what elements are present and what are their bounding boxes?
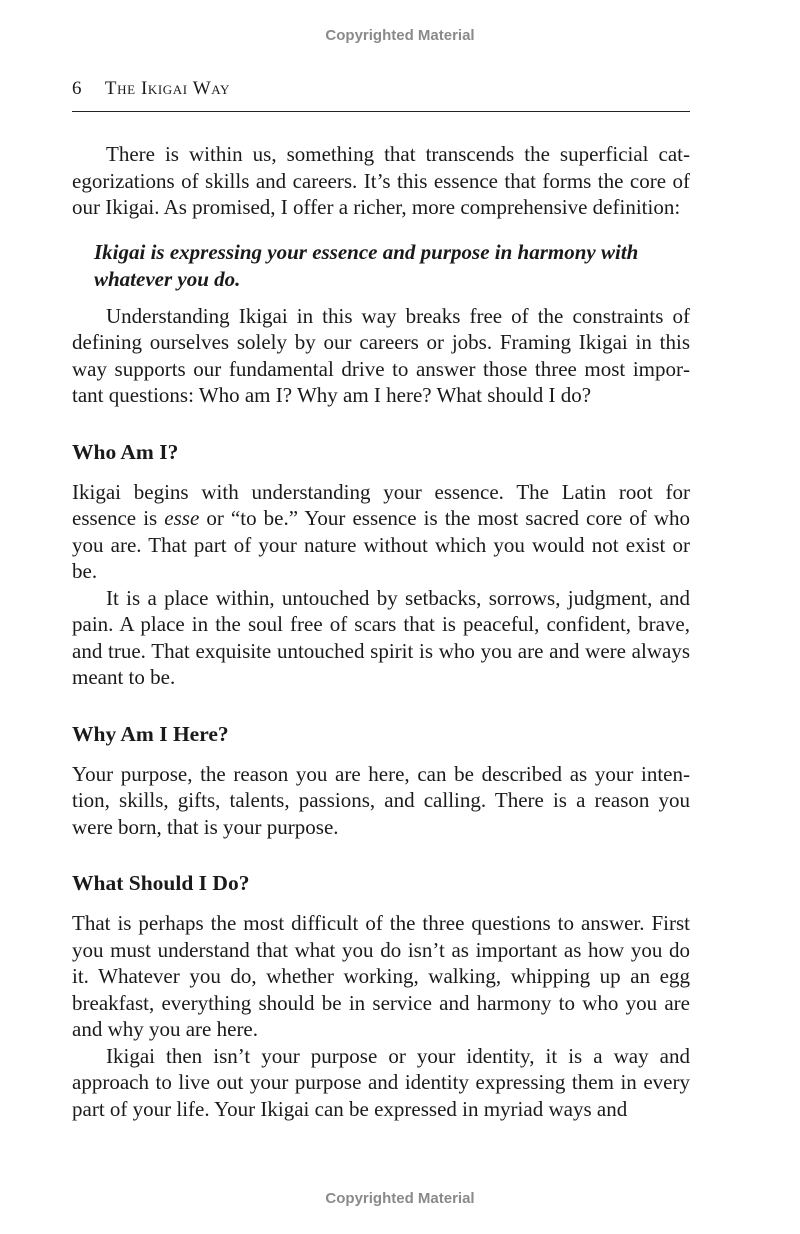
latin-term: esse xyxy=(164,506,200,530)
what-paragraph-1: That is perhaps the most difficult of the three questions to answer. First you must understand that what you do isn’t as important as how you do it. Whatever you do, whether working, walking, whipping up an egg breakfast, everything should be in service and harmony to who you are and why you are here. xyxy=(72,911,690,1041)
heading-why-am-i-here: Why Am I Here? xyxy=(72,721,229,746)
page-body xyxy=(72,141,690,1122)
who-paragraph-2: It is a place within, untouched by setbacks, sorrows, judgment, and pain. A place in the soul free of scars that is peaceful, confident, brave, and true. That exquisite untouched spirit is who you are and were always meant to be. xyxy=(72,585,690,689)
header-rule xyxy=(72,111,690,112)
running-header xyxy=(72,78,690,100)
intro-paragraph: There is within us, something that transcends the superficial categorizations of skills and careers. It’s this essence that forms the core of our Ikigai. As promised, I offer a richer, more comprehensive definition: xyxy=(72,142,690,219)
book-title: The Ikigai Way xyxy=(104,78,231,99)
heading-who-am-i: Who Am I? xyxy=(72,439,179,464)
heading-what-should-i-do: What Should I Do? xyxy=(72,871,250,895)
who-paragraph-1: Ikigai begins with understanding your essence. The Latin root for essence is esse or “to be.” Your essence is the most sacred core of who you are. That part of your nature without which you would not exist or be. xyxy=(72,479,690,583)
page-number: 6 xyxy=(72,78,82,99)
definition-quote: Ikigai is expressing your essence and purpose in harmony with whatever you do. xyxy=(94,239,639,291)
what-paragraph-2: Ikigai then isn’t your purpose or your identity, it is a way and approach to live out your purpose and identity expressing them in every part of your life. Your Ikigai can be expressed in myriad ways and xyxy=(72,1043,690,1121)
copyright-watermark-bottom: Copyrighted Material xyxy=(325,1190,475,1207)
framing-paragraph: Understanding Ikigai in this way breaks free of the constraints of defining ourselves solely by our careers or jobs. Framing Ikigai in this way supports our fundamental drive to answer those three most important questions: Who am I? Why am I here? What should I do? xyxy=(72,303,690,407)
why-paragraph: Your purpose, the reason you are here, can be described as your intention, skills, gifts, talents, passions, and calling. There is a reason you were born, that is your purpose. xyxy=(72,761,690,839)
copyright-watermark-top: Copyrighted Material xyxy=(325,27,475,44)
